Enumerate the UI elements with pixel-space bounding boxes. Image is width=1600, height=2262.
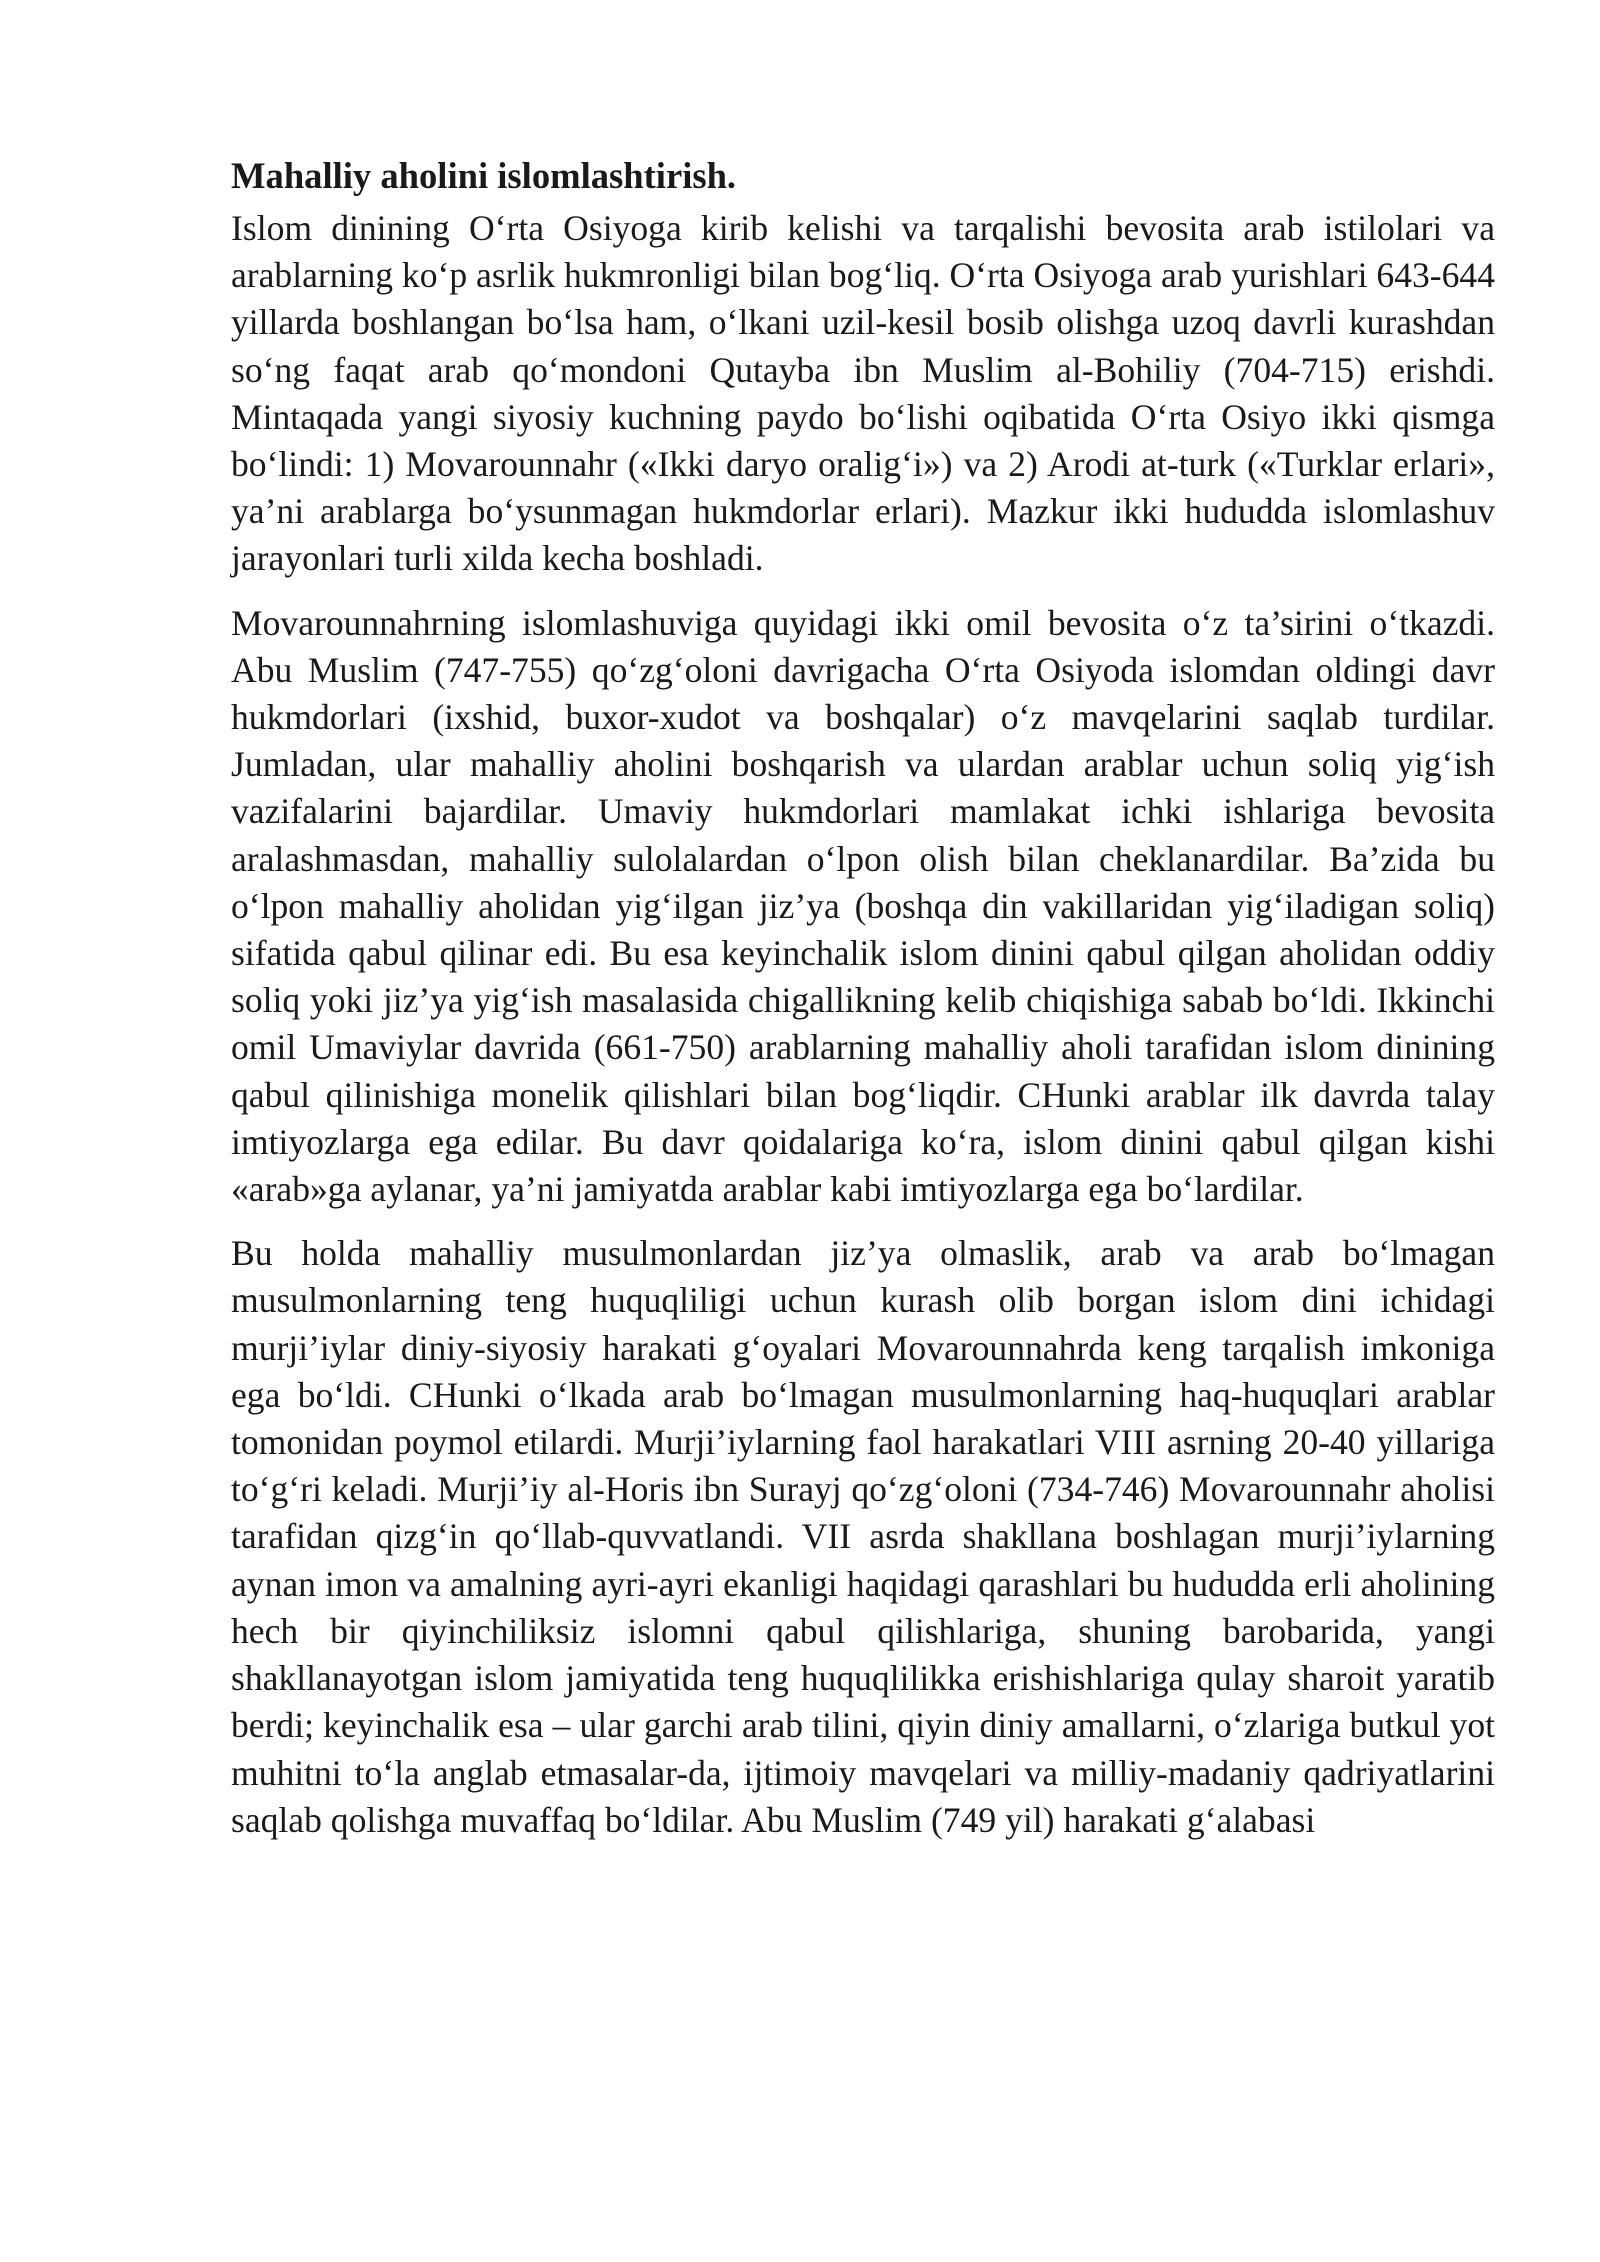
paragraph-2: Movarounnahrning islomlashuviga quyidagi ikki omil bevosita o‘z ta’sirini o‘tkazdi. Abu Muslim (747-755) qo‘zg‘oloni davrigacha O‘rta Osiyoda islomdan oldingi davr hukmdorlari (ixshid, buxor-xudot va boshqalar) o‘z mavqelarini saqlab turdilar. Jumladan, ular mahalliy aholini boshqarish va ulardan arablar uchun soliq yig‘ish vazifalarini bajardilar. Umaviy hukmdorlari mamlakat ichki ishlariga bevosita aralashmasdan, mahalliy sulolalardan o‘lpon olish bilan cheklanardilar. Ba’zida bu o‘lpon mahalliy aholidan yig‘ilgan jiz’ya (boshqa din vakillaridan yig‘iladigan soliq) sifatida qabul qilinar edi. Bu esa keyinchalik islom dinini qabul qilgan aholidan oddiy soliq yoki jiz’ya yig‘ish masalasida chigallikning kelib chiqishiga sabab bo‘ldi. Ikkinchi omil Umaviylar davrida (661-750) arablarning mahalliy aholi tarafidan islom dinining qabul qilinishiga monelik qilishlari bilan bog‘liqdir. CHunki arablar ilk davrda talay imtiyozlarga ega edilar. Bu davr qoidalariga ko‘ra, islom dinini qabul qilgan kishi «arab»ga aylanar, ya’ni jamiyatda arablar kabi imtiyozlarga ega bo‘lardilar. bbox=[231, 602, 1495, 1210]
document-body bbox=[231, 152, 1495, 1861]
document-title: Mahalliy aholini islomlashtirish. bbox=[231, 155, 737, 196]
paragraph-1: Islom dinining O‘rta Osiyoga kirib kelishi va tarqalishi bevosita arab istilolari va arablarning ko‘p asrlik hukmronligi bilan bog‘liq. O‘rta Osiyoga arab yurishlari 643-644 yillarda boshlangan bo‘lsa ham, o‘lkani uzil-kesil bosib olishga uzoq davrli kurashdan so‘ng faqat arab qo‘mondoni Qutayba ibn Muslim al-Bohiliy (704-715) erishdi. Mintaqada yangi siyosiy kuchning paydo bo‘lishi oqibatida O‘rta Osiyo ikki qismga bo‘lindi: 1) Movarounnahr («Ikki daryo oralig‘i») va 2) Arodi at-turk («Turklar erlari», ya’ni arablarga bo‘ysunmagan hukmdorlar erlari). Mazkur ikki hududda islomlashuv jarayonlari turli xilda kecha boshladi. bbox=[231, 208, 1495, 579]
paragraph-3: Bu holda mahalliy musulmonlardan jiz’ya olmaslik, arab va arab bo‘lmagan musulmonlarning teng huquqliligi uchun kurash olib borgan islom dini ichidagi murji’iylar diniy-siyosiy harakati g‘oyalari Movarounnahrda keng tarqalish imkoniga ega bo‘ldi. CHunki o‘lkada arab bo‘lmagan musulmonlarning haq-huquqlari arablar tomonidan poymol etilardi. Murji’iylarning faol harakatlari VIII asrning 20-40 yillariga to‘g‘ri keladi. Murji’iy al-Horis ibn Surayj qo‘zg‘oloni (734-746) Movarounnahr aholisi tarafidan qizg‘in qo‘llab-quvvatlandi. VII asrda shakllana boshlagan murji’iylarning aynan imon va amalning ayri-ayri ekanligi haqidagi qarashlari bu hududda erli aholining hech bir qiyinchiliksiz islomni qabul qilishlariga, shuning barobarida, yangi shakllanayotgan islom jamiyatida teng huquqlilikka erishishlariga qulay sharoit yaratib berdi; keyinchalik esa – ular garchi arab tilini, qiyin diniy amallarni, o‘zlariga butkul yot muhitni to‘la anglab etmasalar-da, ijtimoiy mavqelari va milliy-madaniy qadriyatlarini saqlab qolishga muvaffaq bo‘ldilar. Abu Muslim (749 yil) harakati g‘alabasi bbox=[231, 1233, 1495, 1840]
